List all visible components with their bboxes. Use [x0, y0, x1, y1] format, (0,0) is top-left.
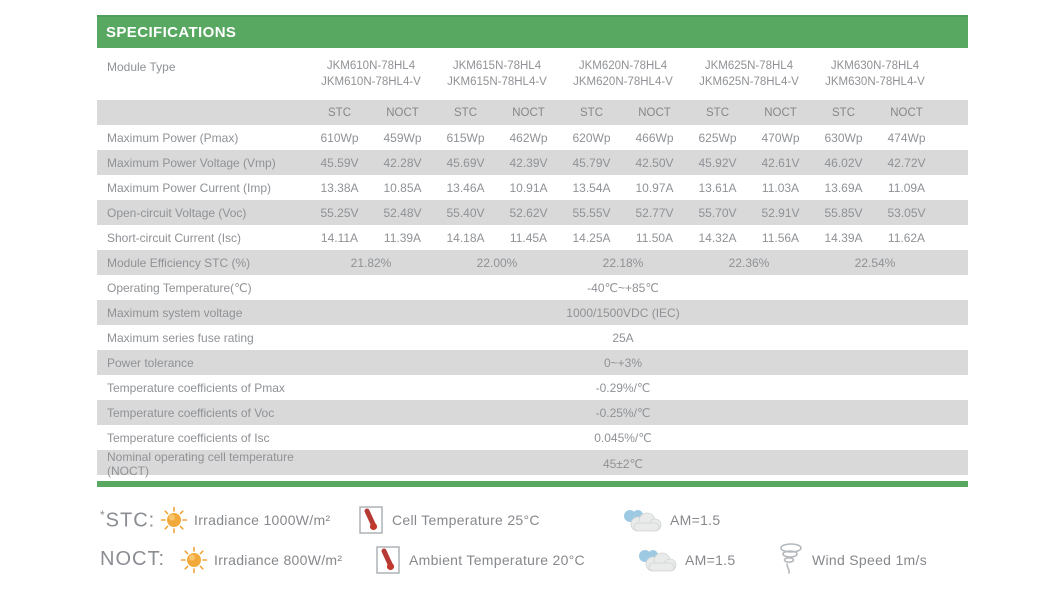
module-name-line1: JKM630N-78HL4: [830, 60, 920, 72]
value-cell: 459Wp: [383, 130, 422, 145]
module-type-row: [97, 48, 968, 100]
cloud-icon: [633, 546, 679, 581]
value-cell: 13.61A: [698, 180, 737, 195]
value-cell: 55.25V: [320, 205, 359, 220]
value-cell: 610Wp: [320, 130, 359, 145]
spec-row-pmax: [97, 125, 968, 150]
module-name-line2: JKM625N-78HL4-V: [699, 76, 799, 88]
footer-divider-bar: [97, 481, 968, 487]
stc-header: STC: [328, 106, 351, 119]
value-cell: 1000/1500VDC (IEC): [566, 305, 680, 320]
value-cell: 52.77V: [635, 205, 674, 220]
value-cell: 620Wp: [572, 130, 611, 145]
spec-row-fuse-rating: [97, 325, 968, 350]
spec-row-imp: [97, 175, 968, 200]
value-cell: 13.69A: [824, 180, 863, 195]
stc-irradiance-text: Irradiance 1000W/m²: [194, 512, 331, 528]
thermometer-icon: [375, 545, 401, 580]
row-label: Maximum Power Voltage (Vmp): [107, 155, 276, 170]
noct-irradiance-text: Irradiance 800W/m²: [214, 552, 343, 568]
value-cell: 10.85A: [383, 180, 422, 195]
thermometer-icon: [358, 505, 384, 540]
cloud-icon: [618, 506, 664, 541]
row-label: Short-circuit Current (Isc): [107, 230, 242, 245]
row-label: Temperature coefficients of Voc: [107, 405, 275, 420]
module-name: [434, 58, 560, 90]
spec-row-power-tolerance: [97, 350, 968, 375]
row-label: Maximum system voltage: [107, 305, 243, 320]
value-cell: 42.39V: [509, 155, 548, 170]
spec-row-temp-coeff-pmax: [97, 375, 968, 400]
value-cell: 55.55V: [572, 205, 611, 220]
stc-label: STC:: [105, 509, 156, 532]
row-label: Temperature coefficients of Pmax: [107, 380, 285, 395]
value-cell: 11.45A: [509, 230, 548, 245]
noct-label: NOCT:: [100, 548, 165, 570]
noct-header: NOCT: [512, 106, 545, 119]
noct-wind-text: Wind Speed 1m/s: [812, 552, 927, 568]
module-name: [308, 58, 434, 90]
module-type-label: Module Type: [107, 60, 176, 74]
value-cell: 13.46A: [446, 180, 485, 195]
value-cell: 45±2℃: [602, 457, 644, 471]
stc-legend-title: [100, 508, 155, 533]
sun-icon: [180, 546, 208, 579]
value-cell: 13.54A: [572, 180, 611, 195]
wind-tornado-icon: [778, 542, 804, 581]
module-name: [560, 58, 686, 90]
value-cell: 52.48V: [383, 205, 422, 220]
spec-row-noct: [97, 450, 968, 478]
value-cell: 14.32A: [698, 230, 737, 245]
stc-header: STC: [454, 106, 477, 119]
value-cell: 474Wp: [887, 130, 926, 145]
spec-row-max-system-voltage: [97, 300, 968, 325]
value-cell: 52.62V: [509, 205, 548, 220]
row-label: Power tolerance: [107, 355, 194, 370]
module-name-line2: JKM630N-78HL4-V: [825, 76, 925, 88]
value-cell: 615Wp: [446, 130, 485, 145]
row-label: Operating Temperature(℃): [107, 280, 252, 295]
noct-header: NOCT: [386, 106, 419, 119]
row-label: Maximum series fuse rating: [107, 330, 254, 345]
value-cell: 22.18%: [602, 255, 644, 270]
value-cell: 55.85V: [824, 205, 863, 220]
value-cell: 21.82%: [350, 255, 392, 270]
value-cell: 11.62A: [887, 230, 926, 245]
spacer: [938, 48, 968, 100]
row-label: Temperature coefficients of Isc: [107, 430, 270, 445]
module-name-line2: JKM610N-78HL4-V: [321, 76, 421, 88]
value-cell: 14.25A: [572, 230, 611, 245]
module-name-line1: JKM625N-78HL4: [704, 60, 794, 72]
value-cell: 45.79V: [572, 155, 611, 170]
row-label: Maximum Power Current (Imp): [107, 180, 272, 195]
value-cell: 22.54%: [854, 255, 896, 270]
value-cell: -0.25%/℃: [595, 405, 651, 420]
value-cell: -0.29%/℃: [595, 380, 651, 395]
module-name-line1: JKM610N-78HL4: [326, 60, 416, 72]
module-name: [812, 58, 938, 90]
stc-footnote-asterisk: *: [100, 508, 106, 522]
value-cell: 22.00%: [476, 255, 518, 270]
value-cell: 11.39A: [383, 230, 422, 245]
value-cell: 13.38A: [320, 180, 359, 195]
value-cell: 55.40V: [446, 205, 485, 220]
value-cell: 42.61V: [761, 155, 800, 170]
stc-header: STC: [706, 106, 729, 119]
value-cell: 52.91V: [761, 205, 800, 220]
test-conditions-legend: [0, 488, 1060, 608]
spec-row-operating-temperature: [97, 275, 968, 300]
value-cell: 11.03A: [761, 180, 800, 195]
value-cell: 11.50A: [635, 230, 674, 245]
value-cell: 470Wp: [761, 130, 800, 145]
row-label: Module Efficiency STC (%): [107, 255, 251, 270]
row-label: Open-circuit Voltage (Voc): [107, 205, 247, 220]
value-cell: 42.72V: [887, 155, 926, 170]
noct-temperature-text: Ambient Temperature 20°C: [409, 552, 585, 568]
value-cell: 45.69V: [446, 155, 485, 170]
value-cell: 42.50V: [635, 155, 674, 170]
stc-header: STC: [580, 106, 603, 119]
value-cell: 10.97A: [635, 180, 674, 195]
noct-header: NOCT: [638, 106, 671, 119]
value-cell: 11.56A: [761, 230, 800, 245]
module-name-line1: JKM615N-78HL4: [452, 60, 542, 72]
value-cell: 25A: [612, 330, 634, 345]
value-cell: 630Wp: [824, 130, 863, 145]
row-label: Maximum Power (Pmax): [107, 130, 239, 145]
module-name-line1: JKM620N-78HL4: [578, 60, 668, 72]
value-cell: 42.28V: [383, 155, 422, 170]
stc-header: STC: [832, 106, 855, 119]
value-cell: 14.18A: [446, 230, 485, 245]
noct-header: NOCT: [890, 106, 923, 119]
section-title: SPECIFICATIONS: [97, 15, 968, 48]
sun-icon: [160, 506, 188, 539]
module-name-line2: JKM620N-78HL4-V: [573, 76, 673, 88]
value-cell: 14.11A: [320, 230, 359, 245]
value-cell: 0~+3%: [603, 355, 643, 370]
value-cell: 10.91A: [509, 180, 548, 195]
module-name: [686, 58, 812, 90]
spec-row-vmp: [97, 150, 968, 175]
noct-legend-title: [100, 548, 165, 571]
value-cell: 466Wp: [635, 130, 674, 145]
value-cell: 45.92V: [698, 155, 737, 170]
condition-header-row: [97, 100, 968, 125]
spec-row-efficiency: [97, 250, 968, 275]
spec-row-voc: [97, 200, 968, 225]
row-label: Nominal operating cell temperature (NOCT): [107, 450, 294, 478]
stc-air-mass-text: AM=1.5: [670, 512, 721, 528]
value-cell: 0.045%/℃: [594, 430, 652, 445]
specifications-table: [97, 15, 968, 487]
value-cell: 462Wp: [509, 130, 548, 145]
value-cell: 22.36%: [728, 255, 770, 270]
value-cell: 55.70V: [698, 205, 737, 220]
value-cell: 53.05V: [887, 205, 926, 220]
noct-header: NOCT: [764, 106, 797, 119]
module-name-line2: JKM615N-78HL4-V: [447, 76, 547, 88]
value-cell: 46.02V: [824, 155, 863, 170]
spec-row-temp-coeff-voc: [97, 400, 968, 425]
spec-row-temp-coeff-isc: [97, 425, 968, 450]
stc-temperature-text: Cell Temperature 25°C: [392, 512, 540, 528]
noct-air-mass-text: AM=1.5: [685, 552, 736, 568]
value-cell: 14.39A: [824, 230, 863, 245]
value-cell: 45.59V: [320, 155, 359, 170]
value-cell: 625Wp: [698, 130, 737, 145]
value-cell: 11.09A: [887, 180, 926, 195]
value-cell: -40℃~+85℃: [587, 280, 659, 295]
spec-row-isc: [97, 225, 968, 250]
